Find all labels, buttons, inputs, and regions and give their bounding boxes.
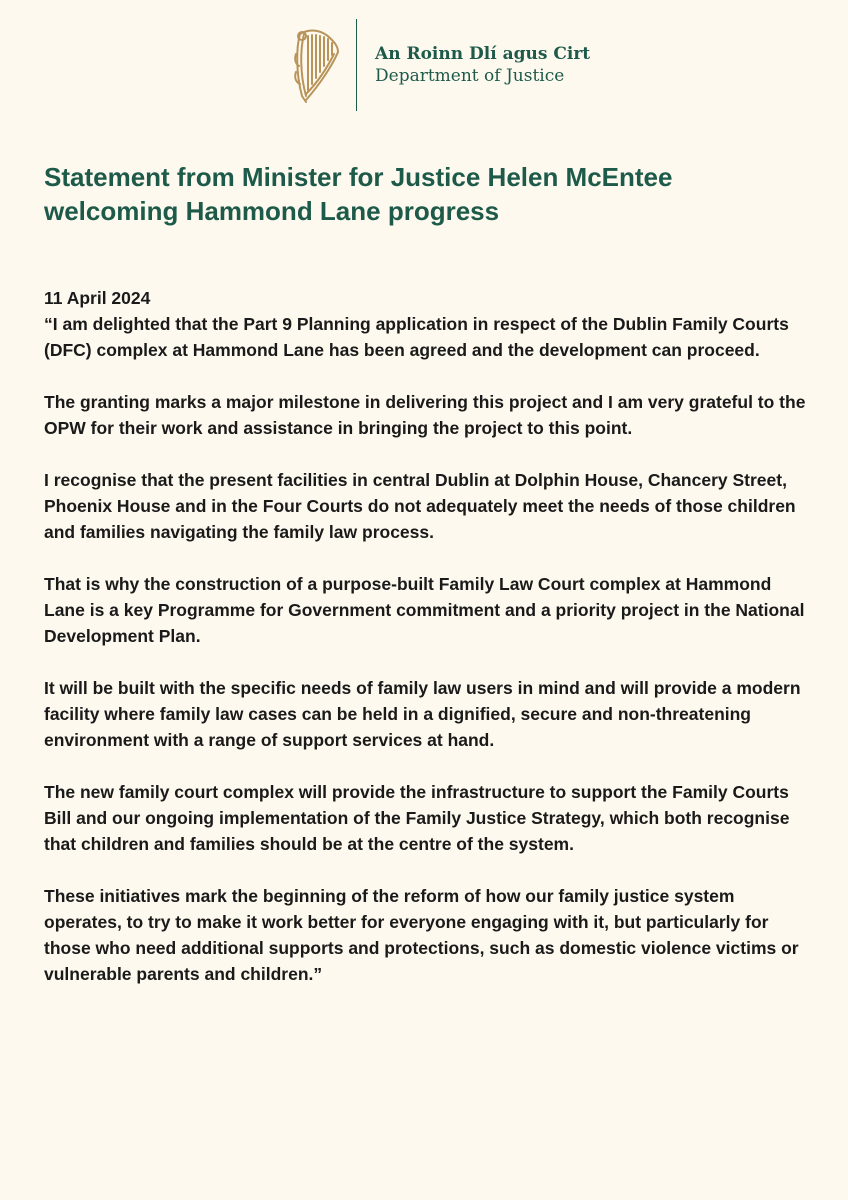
department-name: [375, 43, 590, 87]
statement-title: Statement from Minister for Justice Helen McEntee welcoming Hammond Lane progress: [44, 162, 673, 226]
statement-paragraph: “I am delighted that the Part 9 Planning application in respect of the Dublin Family Courts (DFC) complex at Hammond Lane has been agreed and the development can proceed.: [44, 314, 789, 360]
department-name-irish: An Roinn Dlí agus Cirt: [375, 44, 591, 64]
statement-paragraph: It will be built with the specific needs of family law users in mind and will provide a modern facility where family law cases can be held in a dignified, secure and non-threatening environment with a range of support services at hand.: [44, 678, 801, 750]
statement-paragraph: The new family court complex will provide the infrastructure to support the Family Courts Bill and our ongoing implementation of the Family Justice Strategy, which both recognise that children and families should be at the centre of the system.: [44, 782, 790, 854]
statement-paragraph: I recognise that the present facilities in central Dublin at Dolphin House, Chancery Street, Phoenix House and in the Four Courts do not adequately meet the needs of those children and families navigating the family law process.: [44, 470, 796, 542]
statement-paragraph: These initiatives mark the beginning of the reform of how our family justice system operates, to try to make it work better for everyone engaging with it, but particularly for those who need additional supports and protections, such as domestic violence victims or vulnerable parents and children.”: [44, 886, 799, 984]
header-divider: [356, 19, 357, 111]
statement-paragraph: The granting marks a major milestone in delivering this project and I am very grateful to the OPW for their work and assistance in bringing the project to this point.: [44, 392, 806, 438]
department-name-english: Department of Justice: [375, 66, 565, 86]
department-header: [292, 18, 590, 112]
statement-date: 11 April 2024: [44, 288, 151, 308]
harp-icon: [292, 24, 344, 106]
statement-body: [44, 285, 816, 1013]
statement-paragraph: That is why the construction of a purpose-built Family Law Court complex at Hammond Lane is a key Programme for Government commitment and a priority project in the National Development Plan.: [44, 574, 805, 646]
